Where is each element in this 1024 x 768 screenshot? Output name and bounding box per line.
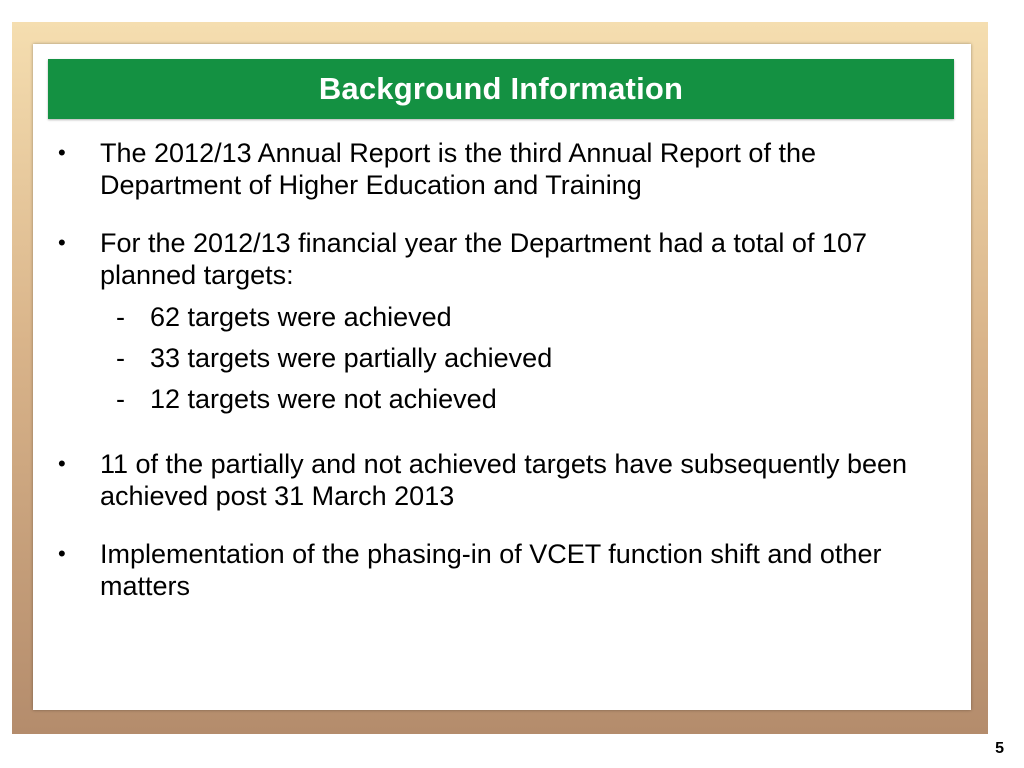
sub-list-item [100, 299, 956, 340]
bullet-list [56, 137, 956, 628]
sub-item-text: 33 targets were partially achieved [150, 343, 553, 373]
bullet-item [56, 448, 956, 512]
dash-marker-icon: - [116, 384, 125, 414]
bullet-text: The 2012/13 Annual Report is the third Annual Report of the Department of Higher Education and Training [100, 138, 816, 200]
bullet-text: 11 of the partially and not achieved targets have subsequently been achieved post 31 March 2013 [100, 449, 908, 511]
bullet-marker-icon: • [58, 140, 66, 165]
dash-marker-icon: - [116, 302, 125, 332]
sub-item-text: 12 targets were not achieved [150, 384, 497, 414]
page-number: 5 [995, 740, 1004, 757]
sub-list-item [100, 340, 956, 381]
sub-list [100, 299, 956, 422]
sub-list-item [100, 381, 956, 422]
bullet-text: For the 2012/13 financial year the Department had a total of 107 planned targets: [100, 228, 867, 290]
dash-marker-icon: - [116, 343, 125, 373]
sub-item-text: 62 targets were achieved [150, 302, 452, 332]
bullet-marker-icon: • [58, 541, 66, 566]
bullet-item [56, 137, 956, 201]
title-bar [48, 59, 954, 119]
bullet-marker-icon: • [58, 230, 66, 255]
bullet-marker-icon: • [58, 451, 66, 476]
bullet-item [56, 538, 956, 602]
bullet-text: Implementation of the phasing-in of VCET function shift and other matters [100, 539, 882, 601]
bullet-item [56, 227, 956, 422]
slide-title: Background Information [318, 71, 684, 106]
